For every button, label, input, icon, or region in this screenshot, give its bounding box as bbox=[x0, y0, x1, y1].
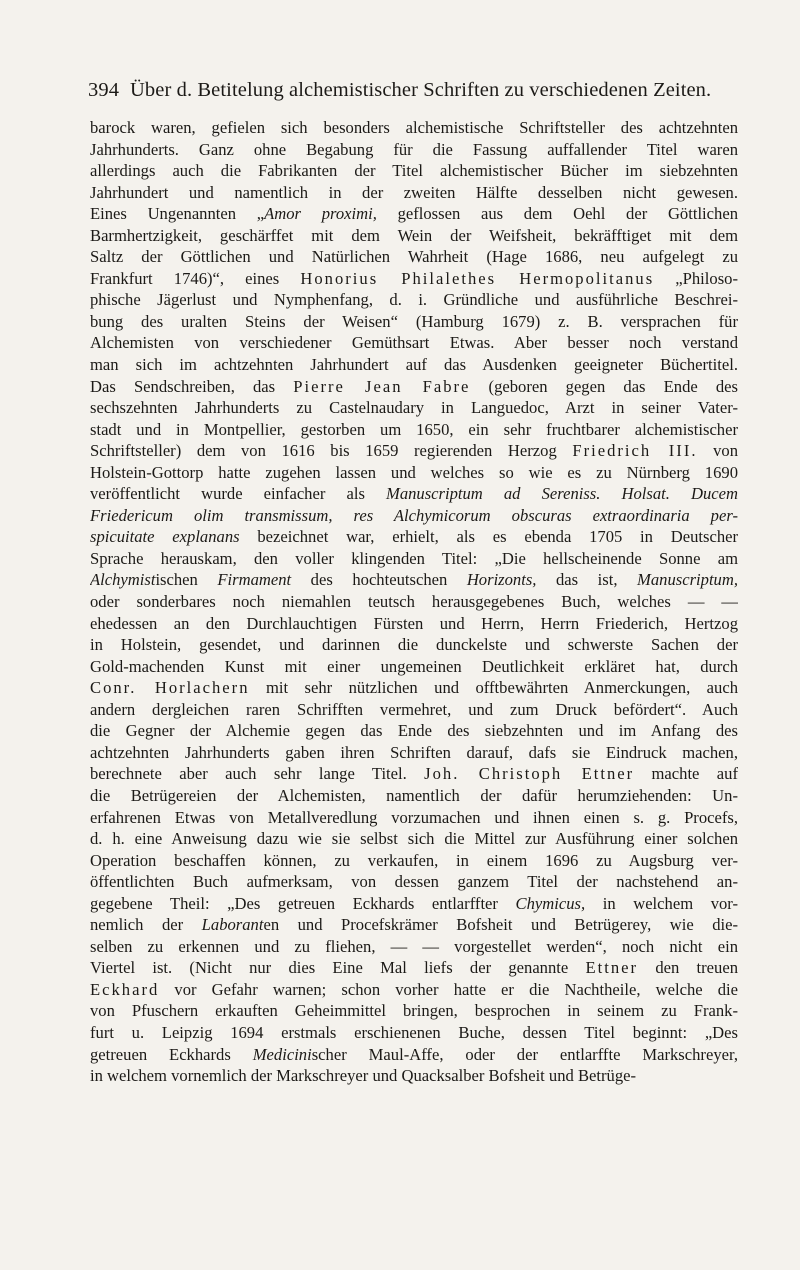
text-span: Sprache herauskam, den voller klingenden Titel: „Die hellscheinende Sonne am bbox=[90, 548, 738, 568]
text-line bbox=[90, 1044, 738, 1066]
text-span: barock waren, gefielen sich besonders alchemistische Schriftsteller des achtzehnten bbox=[90, 118, 738, 137]
text-line bbox=[90, 311, 738, 333]
italic-title-span: Firmament bbox=[217, 570, 292, 590]
spaced-name-span: Pierre Jean Fabre bbox=[293, 376, 471, 396]
text-span: Jahrhundert und namentlich in der zweiten Hälfte desselben nicht gewesen. bbox=[90, 182, 738, 202]
text-span: en und Procefskrämer Bofsheit und Betrügerey, wie die- bbox=[263, 915, 738, 935]
text-line bbox=[90, 742, 738, 764]
text-span: gegebene Theil: „Des getreuen Eckhards entlarffter bbox=[90, 893, 516, 913]
text-span: berechnete aber auch sehr lange Titel. bbox=[90, 764, 425, 784]
text-line bbox=[90, 505, 738, 527]
text-line bbox=[90, 139, 738, 161]
text-span: mit sehr nützlichen und offtbewährten Anmerckungen, auch bbox=[249, 678, 738, 698]
italic-title-span: Chymicus, bbox=[515, 893, 586, 913]
spaced-name-span: Ettner bbox=[585, 958, 639, 978]
italic-title-span: Medicini bbox=[252, 1044, 312, 1064]
text-span: in welchem vor- bbox=[585, 893, 738, 913]
body-text bbox=[90, 117, 738, 1087]
text-span: Holstein-Gottorp hatte zugehen lassen und welches so wie es zu Nürnberg 1690 bbox=[90, 462, 738, 482]
italic-title-span: Friedericum olim transmissum, res Alchymicorum obscuras extraordinaria per- bbox=[90, 505, 738, 525]
text-span: oder sonderbares noch niemahlen teutsch herausgegebenes Buch, welches — — bbox=[90, 592, 738, 612]
text-line bbox=[90, 677, 738, 699]
italic-title-span: Manuscriptum, bbox=[637, 570, 738, 590]
text-span: öffentlichten Buch aufmerksam, von dessen ganzem Titel der nachstehend an- bbox=[90, 872, 738, 892]
spaced-name-span: Joh. Christoph Ettner bbox=[424, 764, 635, 784]
text-line bbox=[90, 979, 738, 1001]
text-span: ehedessen an den Durchlauchtigen Fürsten und Herrn, Herrn Friederich, Hertzog bbox=[90, 613, 738, 633]
text-line bbox=[90, 419, 738, 441]
text-span: Jahrhunderts. Ganz ohne Begabung für die Fassung auffallender Titel waren bbox=[90, 139, 738, 159]
text-line bbox=[90, 634, 738, 656]
page-number: 394 bbox=[88, 79, 120, 101]
text-span: erfahrenen Etwas von Metallveredlung vorzumachen und ihnen einen s. g. Procefs, bbox=[90, 807, 738, 827]
text-span: von bbox=[697, 441, 738, 461]
text-span: scher Maul-Affe, oder der entlarffte Markschreyer, bbox=[311, 1044, 738, 1064]
text-span: Frankfurt 1746)“, eines bbox=[90, 268, 301, 288]
text-line bbox=[90, 699, 738, 721]
running-title: Über d. Betitelung alchemistischer Schriften zu verschiedenen Zeiten. bbox=[130, 79, 712, 101]
text-line bbox=[90, 332, 738, 354]
text-span: in Holstein, gesendet, und darinnen die dunckelste und schwerste Sachen der bbox=[90, 635, 738, 655]
italic-title-span: Amor proximi, bbox=[264, 204, 377, 224]
text-span: Barmhertzigkeit, geschärffet mit dem Wein der Weifsheit, bekräfftiget mit dem bbox=[90, 225, 738, 245]
text-line bbox=[90, 1000, 738, 1022]
text-span: phische Jägerlust und Nymphenfang, d. i. Gründliche und ausführliche Beschrei- bbox=[90, 290, 738, 310]
text-span: das ist, bbox=[536, 570, 638, 590]
text-span: den treuen bbox=[638, 958, 738, 978]
text-span: (geboren gegen das Ende des bbox=[470, 376, 738, 396]
text-line bbox=[90, 462, 738, 484]
text-span: Viertel ist. (Nicht nur dies Eine Mal liefs der genannte bbox=[90, 958, 586, 978]
text-span: selben zu erkennen und zu fliehen, — — vorgestellet werden“, noch nicht ein bbox=[90, 936, 738, 956]
text-line bbox=[90, 203, 738, 225]
text-span: Schriftsteller) dem von 1616 bis 1659 regierenden Herzog bbox=[90, 441, 573, 461]
text-span: geflossen aus dem Oehl der Göttlichen bbox=[376, 204, 738, 224]
text-line bbox=[90, 182, 738, 204]
text-line bbox=[90, 656, 738, 678]
text-span: ischen bbox=[155, 570, 218, 590]
text-line bbox=[90, 117, 738, 139]
text-line bbox=[90, 225, 738, 247]
italic-title-span: Horizonts, bbox=[466, 570, 537, 590]
text-line bbox=[90, 526, 738, 548]
text-line bbox=[90, 591, 738, 613]
text-span: in welchem vornemlich der Markschreyer und Quacksalber Bofsheit und Betrüge- bbox=[90, 1066, 637, 1086]
spaced-name-span: Honorius Philalethes Hermopolitanus bbox=[300, 268, 655, 288]
text-span: Saltz der Göttlichen und Natürlichen Wahrheit (Hage 1686, neu aufgelegt zu bbox=[90, 247, 738, 267]
text-line bbox=[90, 440, 738, 462]
text-span: vor Gefahr warnen; schon vorher hatte er die Nachtheile, welche die bbox=[159, 979, 738, 999]
text-line bbox=[90, 850, 738, 872]
italic-title-span: Manuscriptum ad Sereniss. Holsat. Ducem bbox=[386, 484, 738, 504]
text-span: man sich im achtzehnten Jahrhundert auf das Ausdenken geeigneter Büchertitel. bbox=[90, 355, 738, 375]
text-span: stadt und in Montpellier, gestorben um 1650, ein sehr fruchtbarer alchemistischer bbox=[90, 419, 738, 439]
text-span: die Betrügereien der Alchemisten, namentlich der dafür herumziehenden: Un- bbox=[90, 785, 738, 805]
text-span: sechszehnten Jahrhunderts zu Castelnaudary in Languedoc, Arzt in seiner Vater- bbox=[90, 398, 738, 418]
text-span: nemlich der bbox=[90, 915, 202, 935]
text-line bbox=[90, 1065, 738, 1087]
text-span: Eines Ungenannten „ bbox=[90, 204, 265, 224]
text-span: des hochteutschen bbox=[291, 570, 467, 590]
text-span: Operation beschaffen können, zu verkaufen, in einem 1696 zu Augsburg ver- bbox=[90, 850, 738, 870]
text-span: Alchemisten von verschiedener Gemüthsart Etwas. Aber besser noch verstand bbox=[90, 333, 738, 353]
text-span: allerdings auch die Fabrikanten der Titel alchemistischer Bücher im siebzehnten bbox=[90, 161, 738, 181]
text-line bbox=[90, 893, 738, 915]
text-span: bung des uralten Steins der Weisen“ (Hamburg 1679) z. B. versprachen für bbox=[90, 311, 738, 331]
text-line bbox=[90, 354, 738, 376]
text-span: veröffentlicht wurde einfacher als bbox=[90, 484, 386, 504]
text-line bbox=[90, 807, 738, 829]
text-line bbox=[90, 289, 738, 311]
spaced-name-span: Friedrich III. bbox=[572, 441, 698, 461]
text-line bbox=[90, 763, 738, 785]
text-line bbox=[90, 957, 738, 979]
text-span: andern dergleichen raren Schrifften vermehret, und zum Druck befördert“. Auch bbox=[90, 699, 738, 719]
text-span: getreuen Eckhards bbox=[90, 1044, 253, 1064]
text-span: „Philoso- bbox=[654, 268, 738, 288]
text-span: Das Sendschreiben, das bbox=[90, 376, 294, 396]
text-line bbox=[90, 397, 738, 419]
text-line bbox=[90, 936, 738, 958]
text-line bbox=[90, 613, 738, 635]
text-span: bezeichnet war, erhielt, als es ebenda 1705 in Deutscher bbox=[239, 527, 738, 547]
italic-title-span: Alchymist bbox=[90, 570, 156, 590]
text-line bbox=[90, 246, 738, 268]
spaced-name-span: Eckhard bbox=[90, 979, 160, 999]
text-line bbox=[90, 160, 738, 182]
text-span: Gold-machenden Kunst mit einer ungemeinen Deutlichkeit erkläret hat, durch bbox=[90, 656, 738, 676]
text-line bbox=[90, 785, 738, 807]
italic-title-span: spicuitate explanans bbox=[90, 527, 240, 547]
text-line bbox=[90, 569, 738, 591]
text-span: achtzehnten Jahrhunderts gaben ihren Schriften darauf, dafs sie Eindruck machen, bbox=[90, 742, 738, 762]
running-header bbox=[88, 78, 738, 102]
text-line bbox=[90, 828, 738, 850]
text-line bbox=[90, 268, 738, 290]
text-span: die Gegner der Alchemie gegen das Ende des siebzehnten und im Anfang des bbox=[90, 721, 738, 741]
text-line bbox=[90, 914, 738, 936]
text-span: d. h. eine Anweisung dazu wie sie selbst sich die Mittel zur Ausführung einer solchen bbox=[90, 829, 738, 849]
text-line bbox=[90, 720, 738, 742]
text-span: machte auf bbox=[634, 764, 738, 784]
text-span: furt u. Leipzig 1694 erstmals erschienenen Buche, dessen Titel beginnt: „Des bbox=[90, 1022, 738, 1042]
text-line bbox=[90, 1022, 738, 1044]
text-line bbox=[90, 871, 738, 893]
text-line bbox=[90, 548, 738, 570]
text-line bbox=[90, 376, 738, 398]
spaced-name-span: Conr. Horlachern bbox=[90, 678, 250, 698]
text-span: von Pfuschern erkauften Geheimmittel bringen, besprochen in seinem zu Frank- bbox=[90, 1001, 738, 1021]
italic-title-span: Laborant bbox=[201, 915, 264, 935]
text-line bbox=[90, 483, 738, 505]
